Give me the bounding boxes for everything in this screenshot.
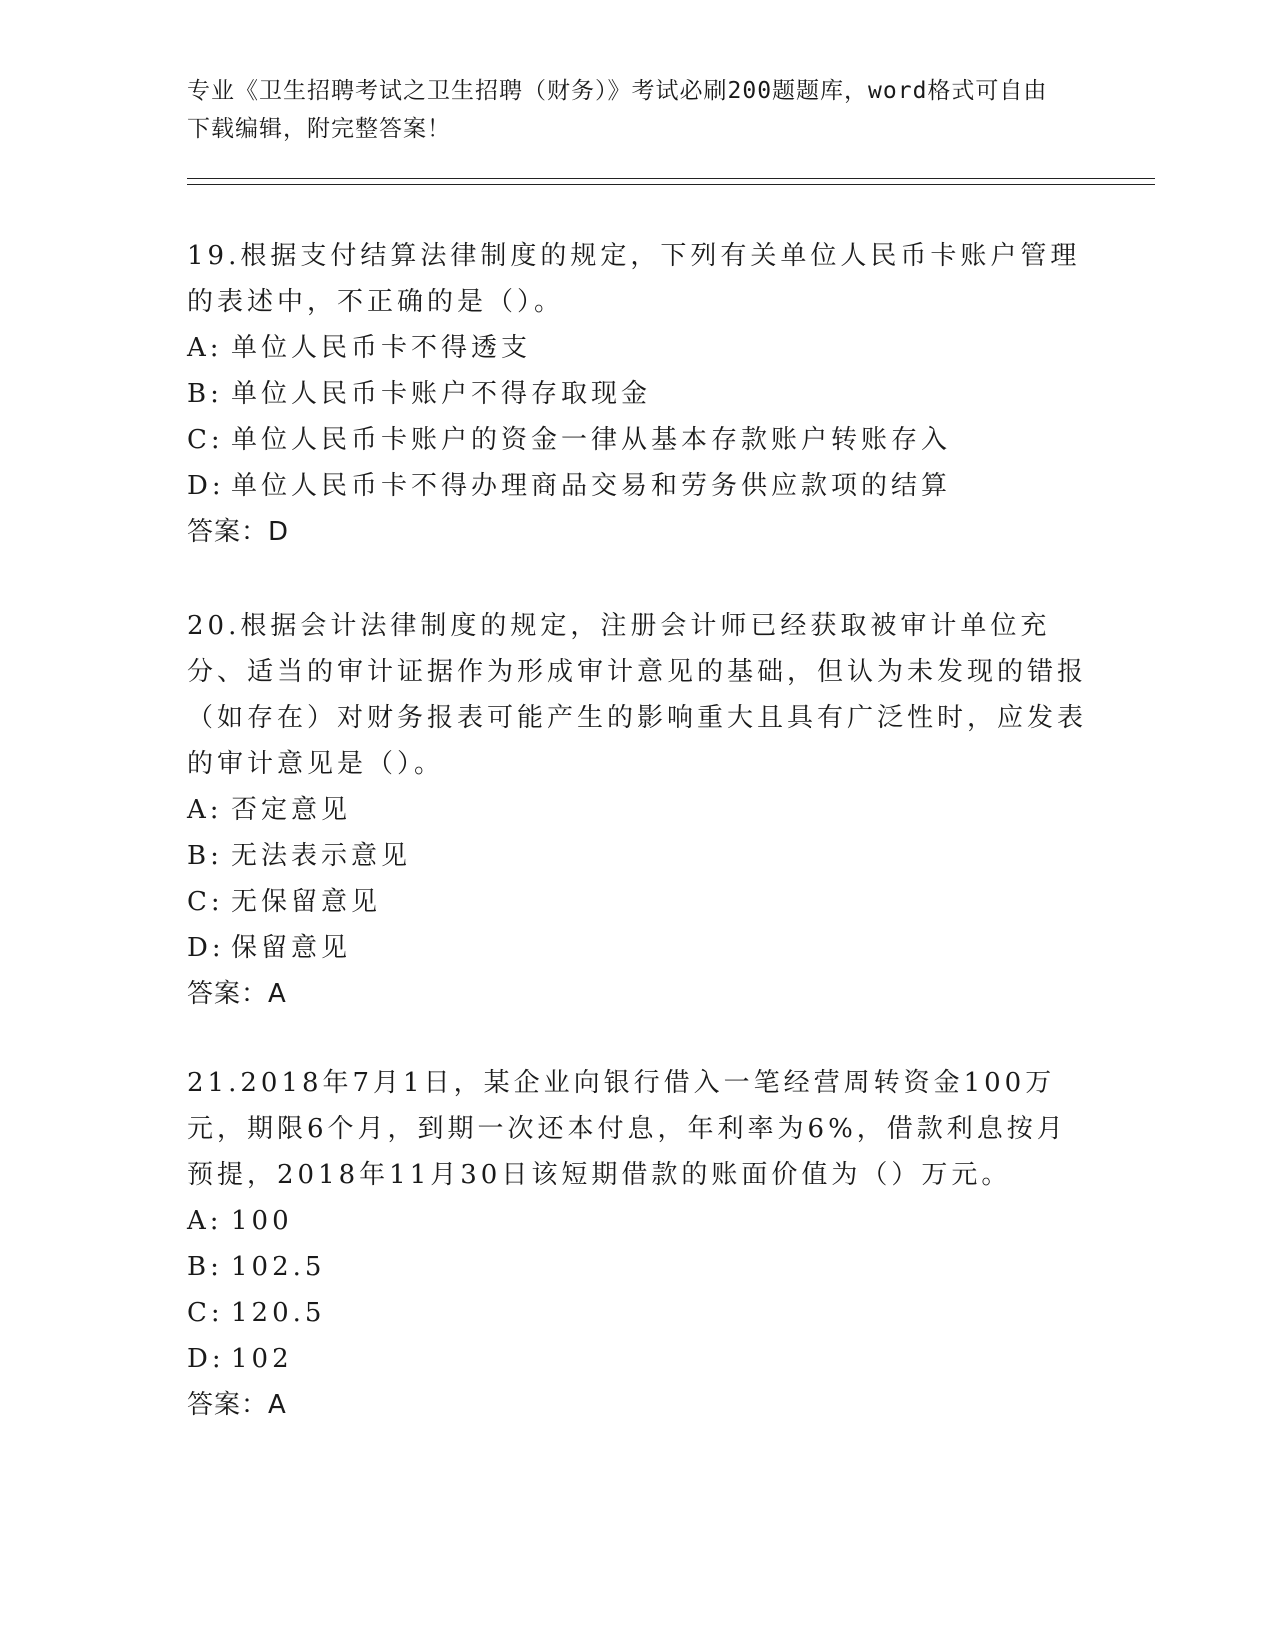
option-d <box>187 1336 1087 1382</box>
option-label: C: <box>187 887 224 917</box>
option-label: D: <box>187 933 225 963</box>
option-text: 单位人民币卡不得透支 <box>231 333 532 363</box>
option-b <box>187 1244 1087 1290</box>
option-list <box>187 1198 1087 1382</box>
option-list <box>187 787 1087 971</box>
question-stem: 21.2018年7月1日，某企业向银行借入一笔经营周转资金100万元，期限6个月，到期一次还本付息，年利率为6%，借款利息按月预提，2018年11月30日该短期借款的账面价值为（）万元。 <box>187 1068 1067 1190</box>
question-stem: 20.根据会计法律制度的规定，注册会计师已经获取被审计单位充分、适当的审计证据作为形成审计意见的基础，但认为未发现的错报（如存在）对财务报表可能产生的影响重大且具有广泛性时，应发表的审计意见是（）。 <box>187 611 1088 779</box>
header-divider-top <box>187 178 1155 179</box>
option-a <box>187 325 1087 371</box>
document-header <box>187 72 1067 148</box>
option-d <box>187 925 1087 971</box>
option-label: B: <box>187 841 223 871</box>
option-text: 无保留意见 <box>231 887 382 917</box>
header-text: 专业《卫生招聘考试之卫生招聘（财务）》考试必刷200题题库，word格式可自由下载编辑，附完整答案！ <box>187 78 1048 142</box>
option-list <box>187 325 1087 509</box>
question-21 <box>187 1060 1087 1428</box>
option-label: C: <box>187 1298 224 1328</box>
option-text: 100 <box>231 1206 293 1236</box>
answer-line: 答案：A <box>187 979 287 1009</box>
option-text: 102 <box>231 1344 293 1374</box>
option-a <box>187 787 1087 833</box>
option-text: 单位人民币卡不得办理商品交易和劳务供应款项的结算 <box>231 471 952 501</box>
question-stem: 19.根据支付结算法律制度的规定，下列有关单位人民币卡账户管理的表述中，不正确的是（）。 <box>187 241 1081 317</box>
answer-line: 答案：A <box>187 1390 287 1420</box>
option-c <box>187 879 1087 925</box>
option-b <box>187 371 1087 417</box>
option-c <box>187 1290 1087 1336</box>
option-text: 102.5 <box>231 1252 326 1282</box>
question-19 <box>187 233 1087 555</box>
option-label: D: <box>187 1344 225 1374</box>
option-text: 单位人民币卡账户不得存取现金 <box>231 379 652 409</box>
option-d <box>187 463 1087 509</box>
option-text: 否定意见 <box>231 795 352 825</box>
option-a <box>187 1198 1087 1244</box>
option-label: A: <box>187 1206 223 1236</box>
option-label: A: <box>187 795 223 825</box>
option-text: 无法表示意见 <box>231 841 412 871</box>
option-b <box>187 833 1087 879</box>
option-text: 单位人民币卡账户的资金一律从基本存款账户转账存入 <box>231 425 952 455</box>
option-c <box>187 417 1087 463</box>
option-label: B: <box>187 379 223 409</box>
option-label: A: <box>187 333 223 363</box>
option-label: D: <box>187 471 225 501</box>
answer-line: 答案：D <box>187 517 290 547</box>
question-20 <box>187 603 1087 1017</box>
option-label: B: <box>187 1252 223 1282</box>
header-divider-bottom <box>187 184 1155 185</box>
option-text: 120.5 <box>231 1298 326 1328</box>
option-label: C: <box>187 425 224 455</box>
option-text: 保留意见 <box>231 933 352 963</box>
